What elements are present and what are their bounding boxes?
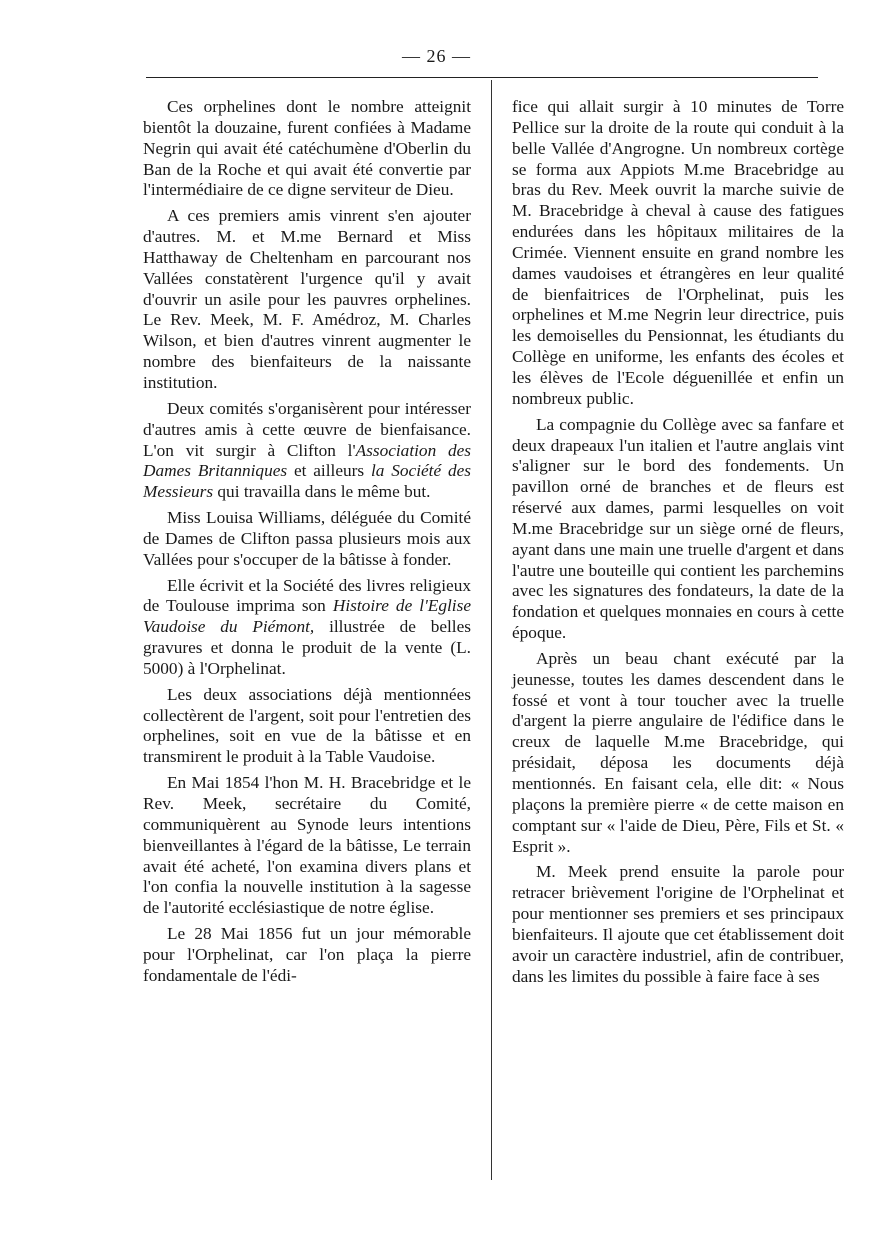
italic-title: Association des Dames Britanniques [143,440,472,481]
paragraph: A ces premiers amis vinrent s'en ajouter d'autres. M. et M.me Bernard et Miss Hatthaway de Cheltenham en parcourant nos Vallées constatèrent l'urgence qu'il y avait d'ouvrir un asile pour les pauvres orphelines. Le Rev. Meek, M. F. Amédroz, M. Charles Wilson, et bien d'autres vinrent augmenter le nombre des bienfaiteurs de la naissante institution. [143,206,471,392]
paragraph-text: Deux comités s'organisèrent pour intéresser d'autres amis à cette œuvre de bienfaisance. L'on vit surgir à Clifton l' [143,398,471,460]
page-number: — 26 — [402,46,471,66]
paragraph: Ces orphelines dont le nombre atteignit bientôt la douzaine, furent confiées à Madame Negrin qui avait été catéchumène d'Oberlin du Ban de la Roche et qui avait été convertie par l'intermédiaire de ce digne serviteur de Dieu. [143,97,471,200]
column-divider [491,80,492,1180]
italic-title: la Société des Messieurs [143,461,472,502]
header-rule [146,77,818,78]
left-column [143,97,471,987]
paragraph [143,576,471,680]
paragraph: La compagnie du Collège avec sa fanfare et deux drapeaux l'un italien et l'autre anglais vint s'aligner sur le bord des fondements. Un pavillon orné de branches et de fleurs est réservé aux dames, parmi lesquelles on voit M.me Bracebridge sur un siège orné de fleurs, ayant dans une main une truelle d'argent et dans l'autre une bouteille qui contient les parchemins avec les signatures des fondateurs, la date de la fondation et quelques monnaies en cours à cette époque. [512,414,844,643]
paragraph-text: illustrée de belles gravures et donna le produit de la vente (L. 5000) à l'Orphelinat. [143,617,472,678]
paragraph-text: qui travailla dans le même but. [213,482,431,502]
paragraph: Le 28 Mai 1856 fut un jour mémorable pour l'Orphelinat, car l'on plaça la pierre fondamentale de l'édi- [143,924,471,985]
paragraph: Miss Louisa Williams, déléguée du Comité de Dames de Clifton passa plusieurs mois aux Vallées pour s'occuper de la bâtisse à fonder. [143,508,471,569]
paragraph: M. Meek prend ensuite la parole pour retracer brièvement l'origine de l'Orphelinat et pour mentionner ses premiers et ses principaux bienfaiteurs. Il ajoute que cet établissement doit avoir un caractère industriel, afin de contribuer, dans les limites du possible à faire face à ses [512,862,844,986]
paragraph-text: Elle écrivit et la Société des livres religieux de Toulouse imprima son [143,575,471,616]
paragraph: Les deux associations déjà mentionnées collectèrent de l'argent, soit pour l'entretien des orphelines, soit en vue de la bâtisse et en transmirent le produit à la Table Vaudoise. [143,684,471,767]
paragraph [143,399,471,503]
italic-title: Histoire de l'Eglise Vaudoise du Piémont, [143,596,471,637]
paragraph-text: et ailleurs [287,461,371,481]
right-column [512,97,844,987]
paragraph: fice qui allait surgir à 10 minutes de Torre Pellice sur la droite de la route qui conduit à la belle Vallée d'Angrogne. Un nombreux cortège se forma aux Appiots M.me Bracebridge au bras du Rev. Meek ouvrit la marche suivie de M. Bracebridge à cheval à cause des fatigues endurées dans les hôpitaux militaires de la Crimée. Viennent ensuite en grand nombre les dames vaudoises et étrangères en leur qualité de bienfaitrices de l'Orphelinat, puis les orphelines et M.me Negrin leur directrice, puis les demoiselles du Pensionnat, les étudiants du Collège en uniforme, les enfants des écoles et les élèves de l'Ecole déguenillée et enfin un nombreux public. [512,97,844,408]
paragraph: Après un beau chant exécuté par la jeunesse, toutes les dames descendent dans le fossé et vont à tour toucher avec la truelle d'argent la pierre angulaire de l'édifice dans le creux de laquelle M.me Bracebridge, qui présidait, déposa les documents déjà mentionnés. En faisant cela, elle dit: « Nous plaçons la première pierre « de cette maison en comptant sur « l'aide de Dieu, Père, Fils et St. « Esprit ». [512,648,844,856]
paragraph: En Mai 1854 l'hon M. H. Bracebridge et le Rev. Meek, secrétaire du Comité, communiquèrent au Synode leurs intentions bienveillantes à l'égard de la bâtisse, Le terrain avait été acheté, l'on examina divers plans et l'on confia la nouvelle institution à la sagesse de l'autorité ecclésiastique de notre église. [143,773,471,918]
